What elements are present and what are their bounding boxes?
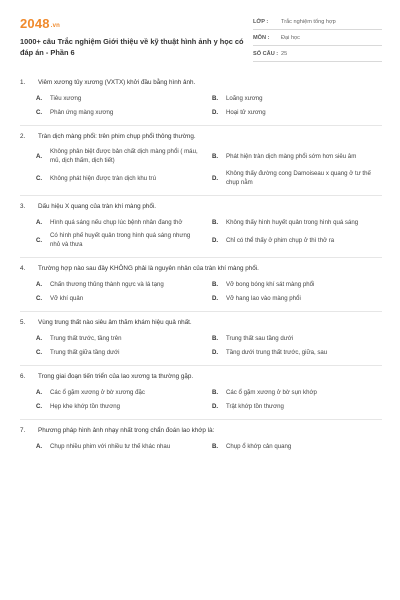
meta-value: 25 [281, 50, 288, 57]
question-number: 5. [20, 319, 26, 326]
question-number: 2. [20, 133, 26, 140]
answer-option[interactable] [36, 167, 206, 189]
option-letter: A. [36, 152, 43, 160]
answer-options [20, 439, 382, 453]
question-stem: Vùng trung thất nào siêu âm thăm khám hiệu quả nhất. [38, 319, 192, 326]
option-text: Vỡ khí quản [50, 294, 84, 302]
answer-option[interactable] [212, 145, 382, 167]
question-number: 1. [20, 79, 26, 86]
question-item [20, 78, 382, 125]
option-letter: C. [36, 348, 43, 356]
answer-option[interactable] [212, 277, 382, 291]
option-text: Các ổ gặm xương ở bờ xương đặc [50, 388, 145, 396]
question-text [20, 132, 382, 141]
answer-options [20, 145, 382, 189]
answer-option[interactable] [212, 345, 382, 359]
question-item [20, 365, 382, 419]
question-text [20, 202, 382, 211]
document-header [20, 14, 382, 66]
option-letter: C. [36, 236, 43, 244]
option-text: Trung thất giữa tầng dưới [50, 348, 120, 356]
question-stem: Viêm xương tủy xương (VXTX) khởi đầu bằng hình ảnh. [38, 79, 196, 86]
option-text: Có hình phế huyết quản trong hình quá sáng nhưng nhỏ và thưa [50, 232, 191, 248]
answer-option[interactable] [212, 229, 382, 251]
meta-value: Trắc nghiệm tổng hợp [281, 18, 336, 25]
question-item [20, 311, 382, 365]
option-letter: C. [36, 174, 43, 182]
question-item [20, 125, 382, 195]
option-text: Hẹp khe khớp tồn thương [50, 402, 121, 410]
question-stem: Phương pháp hình ảnh nhạy nhất trong chẩn đoán lao khớp là: [38, 427, 215, 434]
answer-option[interactable] [36, 331, 206, 345]
document-title: 1000+ câu Trắc nghiệm Giới thiệu về kỹ thuật hình ảnh y học có đáp án - Phần 6 [20, 37, 244, 57]
option-letter: A. [36, 218, 43, 226]
option-text: Vỡ bong bóng khí sát màng phổi [226, 280, 315, 288]
answer-options [20, 91, 382, 119]
option-letter: B. [212, 442, 219, 450]
answer-option[interactable] [36, 291, 206, 305]
option-letter: B. [212, 388, 219, 396]
logo-suffix: .vn [50, 23, 61, 29]
answer-option[interactable] [36, 345, 206, 359]
answer-option[interactable] [212, 167, 382, 189]
option-letter: B. [212, 280, 219, 288]
option-letter: A. [36, 94, 43, 102]
answer-option[interactable] [212, 399, 382, 413]
option-letter: C. [36, 402, 43, 410]
option-text: Chụp ổ khớp cản quang [226, 442, 292, 450]
option-text: Vỡ hang lao vào màng phổi [226, 294, 301, 302]
answer-option[interactable] [212, 105, 382, 119]
question-stem: Dấu hiệu X quang của tràn khí màng phổi. [38, 203, 156, 210]
option-letter: B. [212, 334, 219, 342]
option-text: Trung thất sau tầng dưới [226, 334, 294, 342]
option-letter: B. [212, 94, 219, 102]
question-text [20, 372, 382, 381]
answer-option[interactable] [212, 291, 382, 305]
answer-option[interactable] [36, 145, 206, 167]
answer-options [20, 277, 382, 305]
option-letter: A. [36, 388, 43, 396]
meta-row-class [253, 14, 382, 30]
option-letter: A. [36, 442, 43, 450]
question-text [20, 318, 382, 327]
question-stem: Trong giai đoạn tiến triển của lao xương ta thường gặp. [38, 373, 194, 380]
option-letter: D. [212, 174, 219, 182]
option-text: Không thấy đường cong Damoiseau x quang ở tư thế chụp nằm [226, 170, 371, 186]
option-text: Trật khớp tồn thương [226, 402, 284, 410]
question-number: 6. [20, 373, 26, 380]
question-text [20, 78, 382, 87]
meta-key: LỚP : [253, 18, 269, 25]
logo-text: 2048 [20, 16, 50, 31]
meta-row-count [253, 46, 382, 62]
option-text: Chỉ có thể thấy ở phim chụp ở thì thở ra [226, 236, 335, 244]
answer-option[interactable] [36, 105, 206, 119]
answer-option[interactable] [212, 439, 382, 453]
question-number: 3. [20, 203, 26, 210]
question-text [20, 264, 382, 273]
answer-options [20, 215, 382, 251]
option-text: Trung thất trước, tầng trên [50, 334, 122, 342]
option-letter: A. [36, 334, 43, 342]
answer-options [20, 331, 382, 359]
answer-option[interactable] [36, 439, 206, 453]
option-text: Hình quá sáng nếu chụp lúc bệnh nhân đang thở [50, 218, 183, 226]
option-text: Không phát hiện được tràn dịch khu trú [50, 174, 156, 182]
question-number: 7. [20, 427, 26, 434]
answer-option[interactable] [36, 277, 206, 291]
question-number: 4. [20, 265, 26, 272]
option-text: Chụp nhiều phim với nhiều tư thế khác nhau [50, 442, 171, 450]
answer-option[interactable] [212, 91, 382, 105]
option-letter: C. [36, 294, 43, 302]
answer-option[interactable] [212, 215, 382, 229]
meta-row-subject [253, 30, 382, 46]
answer-option[interactable] [36, 385, 206, 399]
option-text: Tiêu xương [50, 94, 82, 102]
answer-option[interactable] [36, 229, 206, 251]
meta-table [253, 14, 382, 62]
option-letter: D. [212, 294, 219, 302]
answer-option[interactable] [36, 399, 206, 413]
question-stem: Trường hợp nào sau đây KHÔNG phải là nguyên nhân của tràn khí màng phổi. [38, 265, 259, 272]
option-letter: B. [212, 218, 219, 226]
meta-key: MÔN : [253, 34, 270, 41]
option-text: Phát hiện tràn dịch màng phổi sớm hơn siêu âm [226, 152, 357, 160]
option-letter: D. [212, 108, 219, 116]
question-text [20, 426, 382, 435]
answer-option[interactable] [36, 91, 206, 105]
answer-option[interactable] [36, 215, 206, 229]
question-list [20, 78, 382, 459]
option-text: Tầng dưới trung thất trước, giữa, sau [226, 348, 328, 356]
option-text: Chấn thương thủng thành ngực và lá tạng [50, 280, 164, 288]
site-logo[interactable] [20, 16, 60, 31]
option-text: Các ổ gặm xương ở bờ sụn khớp [226, 388, 317, 396]
option-letter: D. [212, 402, 219, 410]
option-text: Không phân biệt được bản chất dịch màng phổi ( máu, mủ, dịch thấm, dịch tiết) [50, 148, 198, 164]
option-letter: A. [36, 280, 43, 288]
meta-value: Đại học [281, 34, 300, 41]
option-letter: D. [212, 348, 219, 356]
option-letter: D. [212, 236, 219, 244]
option-text: Loãng xương [226, 94, 263, 102]
question-item [20, 195, 382, 257]
option-text: Hoại tử xương [226, 108, 266, 116]
question-item [20, 419, 382, 459]
option-text: Phản ứng màng xương [50, 108, 114, 116]
answer-option[interactable] [212, 331, 382, 345]
question-item [20, 257, 382, 311]
option-text: Không thấy hình huyết quản trong hình quá sáng [226, 218, 359, 226]
answer-option[interactable] [212, 385, 382, 399]
option-letter: B. [212, 152, 219, 160]
answer-options [20, 385, 382, 413]
meta-key: SỐ CÂU : [253, 50, 279, 57]
option-letter: C. [36, 108, 43, 116]
question-stem: Tràn dịch màng phổi: trên phim chụp phổi thông thường. [38, 133, 196, 140]
